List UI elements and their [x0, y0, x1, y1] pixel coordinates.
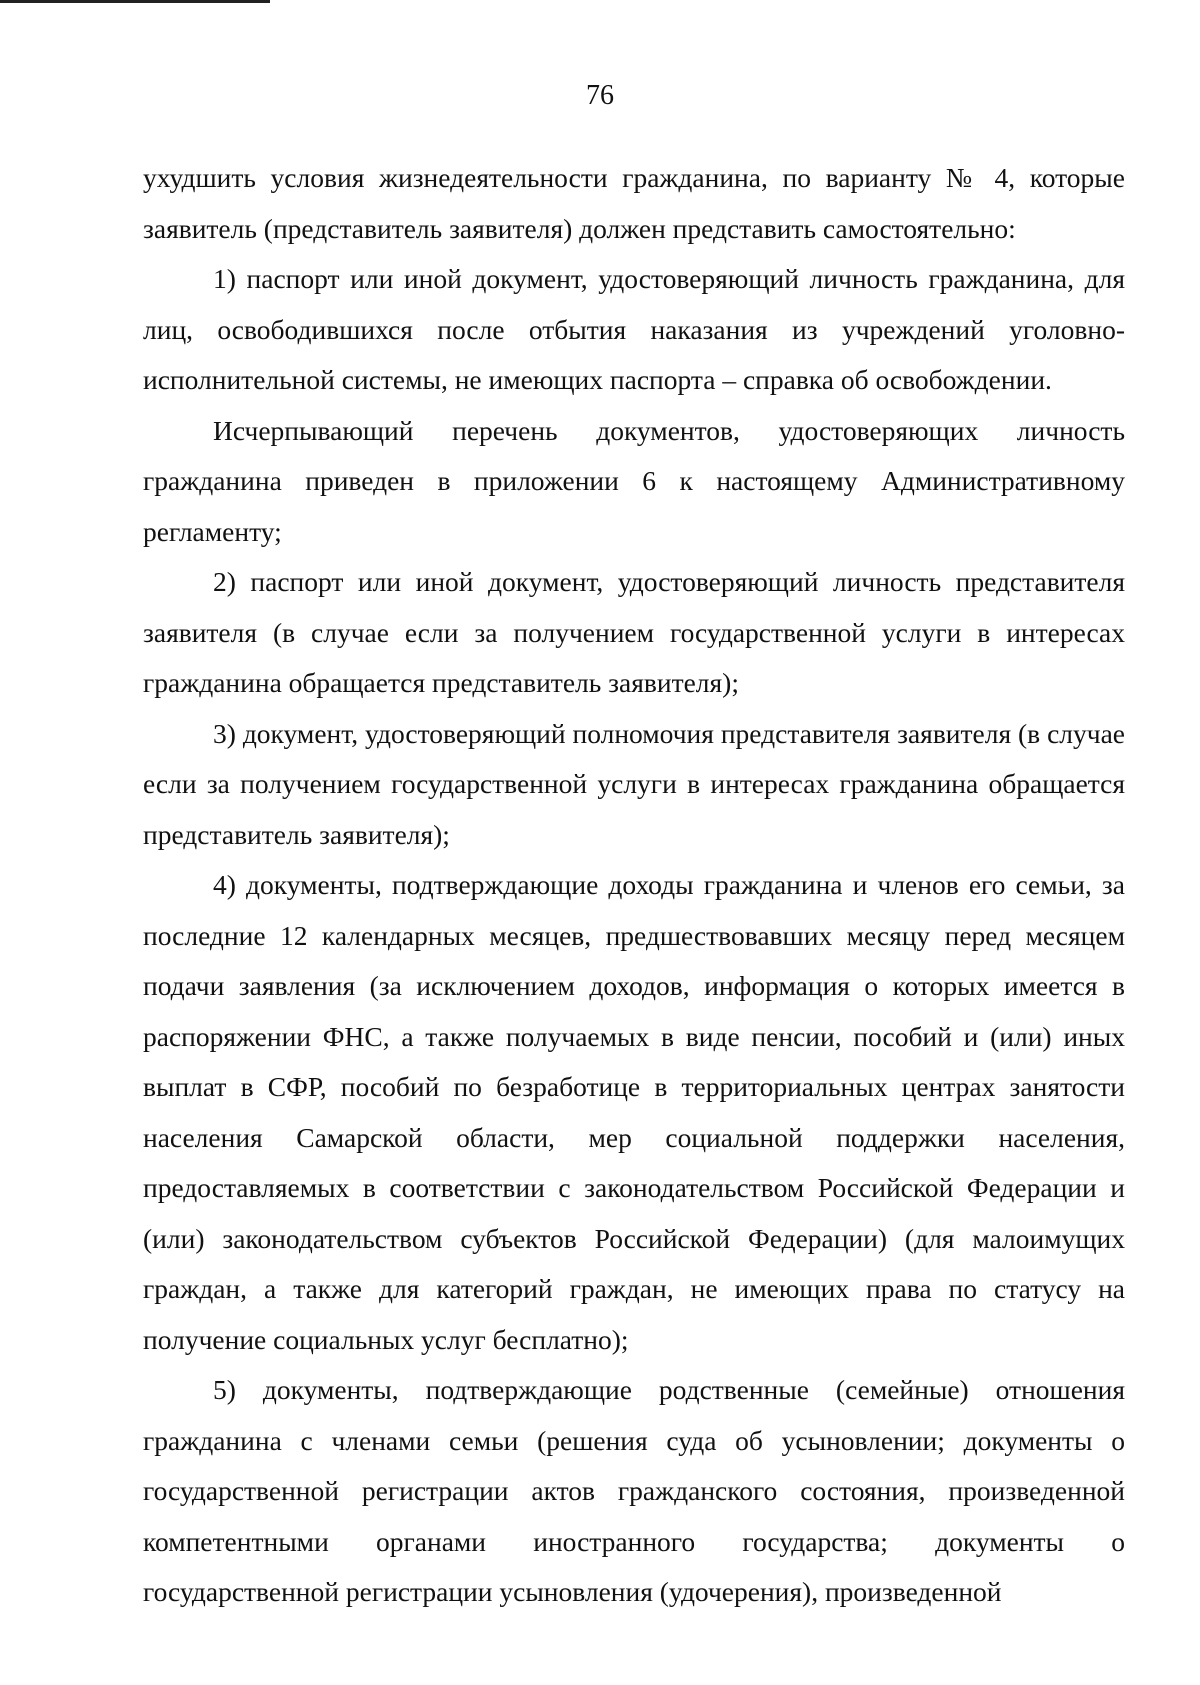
paragraph-item-1: 1) паспорт или иной документ, удостоверяющий личность гражданина, для лиц, освободившихся после отбытия наказания из учреждений уголовно-исполнительной системы, не имеющих паспорта – справка об освобождении.: [143, 263, 1125, 395]
paragraph-intro: ухудшить условия жизнедеятельности гражданина, по варианту № 4, которые заявитель (представитель заявителя) должен представить самостоятельно:: [143, 162, 1125, 244]
paragraph-item-3: 3) документ, удостоверяющий полномочия представителя заявителя (в случае если за получением государственной услуги в интересах гражданина обращается представитель заявителя);: [143, 717, 1125, 850]
paragraph-item-2: 2) паспорт или иной документ, удостоверяющий личность представителя заявителя (в случае если за получением государственной услуги в интересах гражданина обращается представитель заявителя);: [143, 566, 1125, 698]
page-number: 76: [586, 80, 614, 111]
paragraph-item-4: 4) документы, подтверждающие доходы гражданина и членов его семьи, за последние 12 календарных месяцев, предшествовавших месяцу перед месяцем подачи заявления (за исключением доходов, информация о которых имеется в распоряжении ФНС, а также получаемых в виде пенсии, пособий и (или) иных выплат в СФР, пособий по безработице в территориальных центрах занятости населения Самарской области, мер социальной поддержки населения, предоставляемых в соответствии с законодательством Российской Федерации и (или) законодательством субъектов Российской Федерации) (для малоимущих граждан, а также для категорий граждан, не имеющих права по статусу на получение социальных услуг бесплатно);: [143, 869, 1125, 1355]
top-rule: [0, 0, 270, 3]
document-body: [143, 153, 1125, 1618]
paragraph-identity-docs-note: Исчерпывающий перечень документов, удостоверяющих личность гражданина приведен в приложении 6 к настоящему Административному регламенту;: [143, 414, 1125, 547]
paragraph-item-5: 5) документы, подтверждающие родственные (семейные) отношения гражданина с членами семьи (решения суда об усыновлении; документы о государственной регистрации актов гражданского состояния, произведенной компетентными органами иностранного государства; документы о государственной регистрации усыновления (удочерения), произведенной: [143, 1374, 1125, 1607]
